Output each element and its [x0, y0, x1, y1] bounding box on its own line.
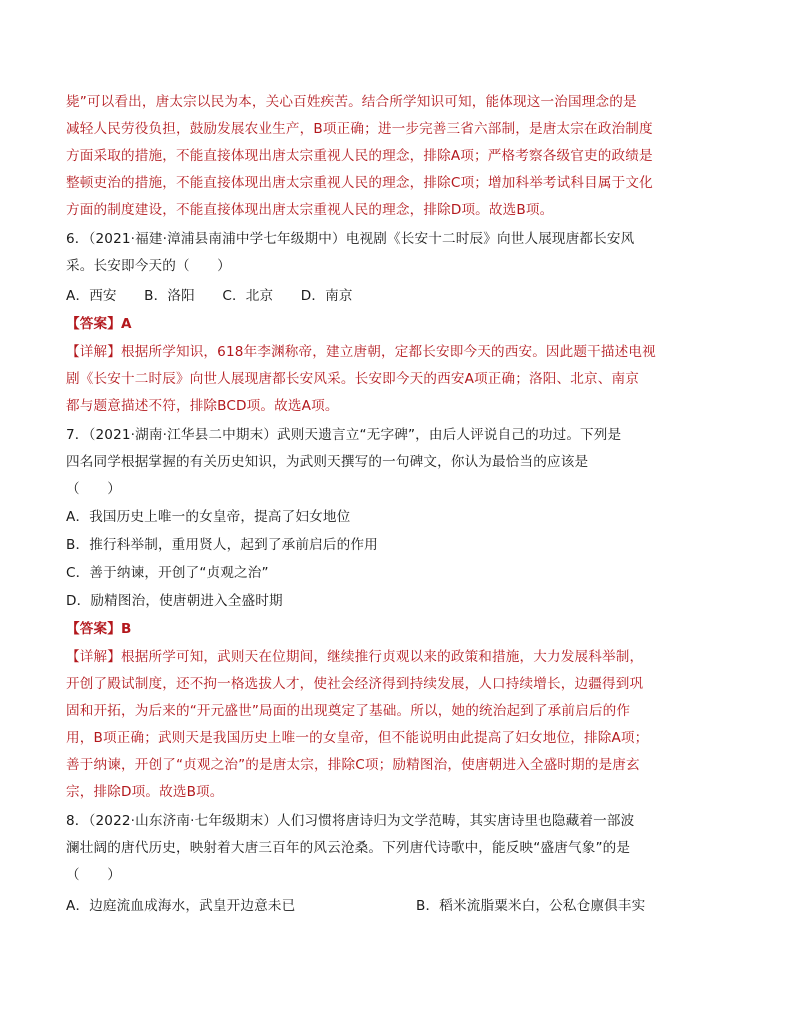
- q7-answer: 【答案】B: [66, 621, 132, 637]
- q7-stem-line: （ ）: [66, 481, 121, 497]
- q6-stem-line: 6．（2021·福建·漳浦县南浦中学七年级期中）电视剧《长安十二时辰》向世人展现唐都长安风: [66, 231, 635, 247]
- q6-stem-line: 采。长安即今天的（ ）: [66, 258, 231, 274]
- q6-explanation-line: 剧《长安十二时辰》向世人展现唐都长安风采。长安即今天的西安A项正确；洛阳、北京、南京: [66, 371, 639, 387]
- q7-option-b: B．推行科举制，重用贤人，起到了承前启后的作用: [66, 537, 378, 553]
- q7-explanation-line: 开创了殿试制度，还不拘一格选拔人才，使社会经济得到持续发展，人口持续增长，边疆得到巩: [66, 676, 644, 692]
- q7-option-c: C．善于纳谏，开创了“贞观之治”: [66, 565, 269, 581]
- q7-option-d: D．励精图治，使唐朝进入全盛时期: [66, 593, 283, 609]
- q5-explanation-line: 减轻人民劳役负担，鼓励发展农业生产，B项正确；进一步完善三省六部制，是唐太宗在政治制度: [66, 121, 653, 137]
- q8-option-b: B．稻米流脂粟米白，公私仓廪俱丰实: [416, 898, 646, 914]
- q8-stem-line: 澜壮阔的唐代历史，映射着大唐三百年的风云沧桑。下列唐代诗歌中，能反映“盛唐气象”的是: [66, 840, 631, 856]
- q7-stem-line: 四名同学根据掌握的有关历史知识，为武则天撰写的一句碑文，你认为最恰当的应该是: [66, 454, 589, 470]
- q7-explanation-line: 用，B项正确；武则天是我国历史上唯一的女皇帝，但不能说明由此提高了妇女地位，排除A项；: [66, 730, 649, 746]
- q7-stem-line: 7．（2021·湖南·江华县二中期末）武则天遗言立“无字碑”，由后人评说自己的功过。下列是: [66, 427, 622, 443]
- q7-explanation-line: 固和开拓，为后来的“开元盛世”局面的出现奠定了基础。所以，她的统治起到了承前启后的作: [66, 703, 631, 719]
- q8-options-row: [66, 896, 646, 916]
- q6-explanation-line: 【详解】根据所学知识，618年李渊称帝，建立唐朝，定都长安即今天的西安。因此题干描述电视: [66, 344, 656, 360]
- q8-option-a: A．边庭流血成海水，武皇开边意未已: [66, 898, 296, 914]
- q8-stem-line: （ ）: [66, 867, 121, 883]
- q5-explanation-line: 毙”可以看出，唐太宗以民为本，关心百姓疾苦。结合所学知识可知，能体现这一治国理念的是: [66, 94, 637, 110]
- q7-explanation-line: 宗，排除D项。故选B项。: [66, 784, 224, 800]
- q7-option-a: A．我国历史上唯一的女皇帝，提高了妇女地位: [66, 509, 351, 525]
- q5-explanation-line: 整顿吏治的措施，不能直接体现出唐太宗重视人民的理念，排除C项；增加科举考试科目属于文化: [66, 175, 653, 191]
- q5-explanation-line: 方面的制度建设，不能直接体现出唐太宗重视人民的理念，排除D项。故选B项。: [66, 202, 554, 218]
- q6-answer: 【答案】A: [66, 316, 132, 332]
- q7-explanation-line: 【详解】根据所学可知，武则天在位期间，继续推行贞观以来的政策和措施，大力发展科举制，: [66, 649, 644, 665]
- q6-explanation-line: 都与题意描述不符，排除BCD项。故选A项。: [66, 398, 339, 414]
- q8-stem-line: 8．（2022·山东济南·七年级期末）人们习惯将唐诗归为文学范畴，其实唐诗里也隐藏着一部波: [66, 813, 635, 829]
- q6-options: A．西安 B．洛阳 C．北京 D．南京: [66, 288, 353, 304]
- q5-explanation-line: 方面采取的措施，不能直接体现出唐太宗重视人民的理念，排除A项；严格考察各级官吏的政绩是: [66, 148, 653, 164]
- q7-explanation-line: 善于纳谏，开创了“贞观之治”的是唐太宗，排除C项；励精图治，使唐朝进入全盛时期的是唐玄: [66, 757, 640, 773]
